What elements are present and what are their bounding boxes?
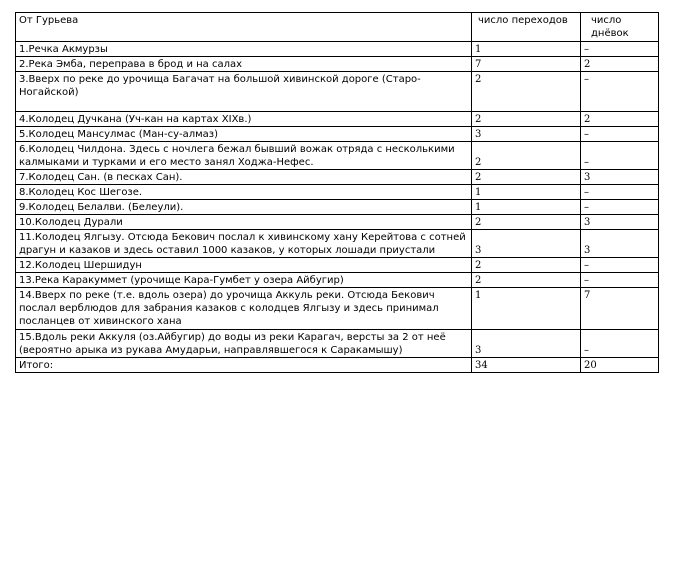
crossings-cell: 2 bbox=[472, 72, 581, 112]
table-row bbox=[16, 215, 659, 230]
rest-days-cell: – bbox=[581, 142, 659, 170]
route-cell: 10.Колодец Дурали bbox=[16, 215, 472, 230]
total-label: Итого: bbox=[16, 358, 472, 373]
route-cell: 14.Вверх по реке (т.е. вдоль озера) до урочища Аккуль реки. Отсюда Бекович послал верблюдов для забрания казаков с колодцев Ялгызу и здесь принимал посланцев от хивинского хана bbox=[16, 288, 472, 330]
route-cell: 2.Река Эмба, переправа в брод и на салах bbox=[16, 57, 472, 72]
crossings-cell: 3 bbox=[472, 330, 581, 358]
table-row bbox=[16, 258, 659, 273]
table-row bbox=[16, 127, 659, 142]
crossings-cell: 2 bbox=[472, 215, 581, 230]
rest-days-cell: – bbox=[581, 258, 659, 273]
rest-days-cell: – bbox=[581, 72, 659, 112]
table-row bbox=[16, 200, 659, 215]
route-cell: 6.Колодец Чилдона. Здесь с ночлега бежал бывший вожак отряда с несколькими калмыками и турками и его место занял Ходжа-Нефес. bbox=[16, 142, 472, 170]
rest-days-cell: 2 bbox=[581, 57, 659, 72]
route-cell: 9.Колодец Белалви. (Белеули). bbox=[16, 200, 472, 215]
rest-days-cell: – bbox=[581, 200, 659, 215]
table-row bbox=[16, 142, 659, 170]
rest-days-cell: – bbox=[581, 185, 659, 200]
route-cell: 1.Речка Акмурзы bbox=[16, 42, 472, 57]
crossings-cell: 2 bbox=[472, 273, 581, 288]
rest-days-cell: – bbox=[581, 273, 659, 288]
crossings-cell: 2 bbox=[472, 142, 581, 170]
route-cell: 4.Колодец Дучкана (Уч-кан на картах XIXв.) bbox=[16, 112, 472, 127]
total-crossings: 34 bbox=[472, 358, 581, 373]
rest-days-cell: 2 bbox=[581, 112, 659, 127]
total-row bbox=[16, 358, 659, 373]
table-row bbox=[16, 273, 659, 288]
rest-days-cell: – bbox=[581, 42, 659, 57]
table-row bbox=[16, 230, 659, 258]
crossings-cell: 3 bbox=[472, 127, 581, 142]
route-cell: 11.Колодец Ялгызу. Отсюда Бекович послал к хивинскому хану Керейтова с сотней драгун и казаков и здесь оставил 1000 казаков, у которых лошади приустали bbox=[16, 230, 472, 258]
table-row bbox=[16, 185, 659, 200]
rest-days-cell: 3 bbox=[581, 215, 659, 230]
header-rest-days-line1: число bbox=[591, 15, 622, 26]
rest-days-cell: 3 bbox=[581, 170, 659, 185]
crossings-cell: 7 bbox=[472, 57, 581, 72]
crossings-cell: 2 bbox=[472, 258, 581, 273]
header-row bbox=[16, 13, 659, 42]
rest-days-cell: – bbox=[581, 330, 659, 358]
route-cell: 8.Колодец Кос Шегозе. bbox=[16, 185, 472, 200]
crossings-cell: 1 bbox=[472, 42, 581, 57]
crossings-cell: 2 bbox=[472, 170, 581, 185]
header-rest-days-line2: днёвок bbox=[591, 28, 629, 39]
route-cell: 7.Колодец Сан. (в песках Сан). bbox=[16, 170, 472, 185]
header-rest-days bbox=[581, 13, 659, 42]
table-row bbox=[16, 42, 659, 57]
crossings-cell: 2 bbox=[472, 112, 581, 127]
rest-days-cell: 3 bbox=[581, 230, 659, 258]
crossings-cell: 1 bbox=[472, 185, 581, 200]
crossings-cell: 1 bbox=[472, 288, 581, 330]
table-row bbox=[16, 288, 659, 330]
route-cell: 12.Колодец Шершидун bbox=[16, 258, 472, 273]
route-table bbox=[15, 12, 659, 373]
header-route: От Гурьева bbox=[16, 13, 472, 42]
route-cell: 5.Колодец Мансулмас (Ман-су-алмаз) bbox=[16, 127, 472, 142]
route-cell: 13.Река Каракуммет (урочище Кара-Гумбет у озера Айбугир) bbox=[16, 273, 472, 288]
rest-days-cell: – bbox=[581, 127, 659, 142]
total-rest-days: 20 bbox=[581, 358, 659, 373]
crossings-cell: 3 bbox=[472, 230, 581, 258]
table-row bbox=[16, 330, 659, 358]
table-row bbox=[16, 57, 659, 72]
route-cell: 3.Вверх по реке до урочища Багачат на большой хивинской дороге (Старо-Ногайской) bbox=[16, 72, 472, 112]
crossings-cell: 1 bbox=[472, 200, 581, 215]
route-cell: 15.Вдоль реки Аккуля (оз.Айбугир) до воды из реки Карагач, версты за 2 от неё (вероятно арыка из рукава Амударьи, направлявшегося к Саракамышу) bbox=[16, 330, 472, 358]
table-row bbox=[16, 72, 659, 112]
table-row bbox=[16, 112, 659, 127]
rest-days-cell: 7 bbox=[581, 288, 659, 330]
header-crossings: число переходов bbox=[472, 13, 581, 42]
table-row bbox=[16, 170, 659, 185]
